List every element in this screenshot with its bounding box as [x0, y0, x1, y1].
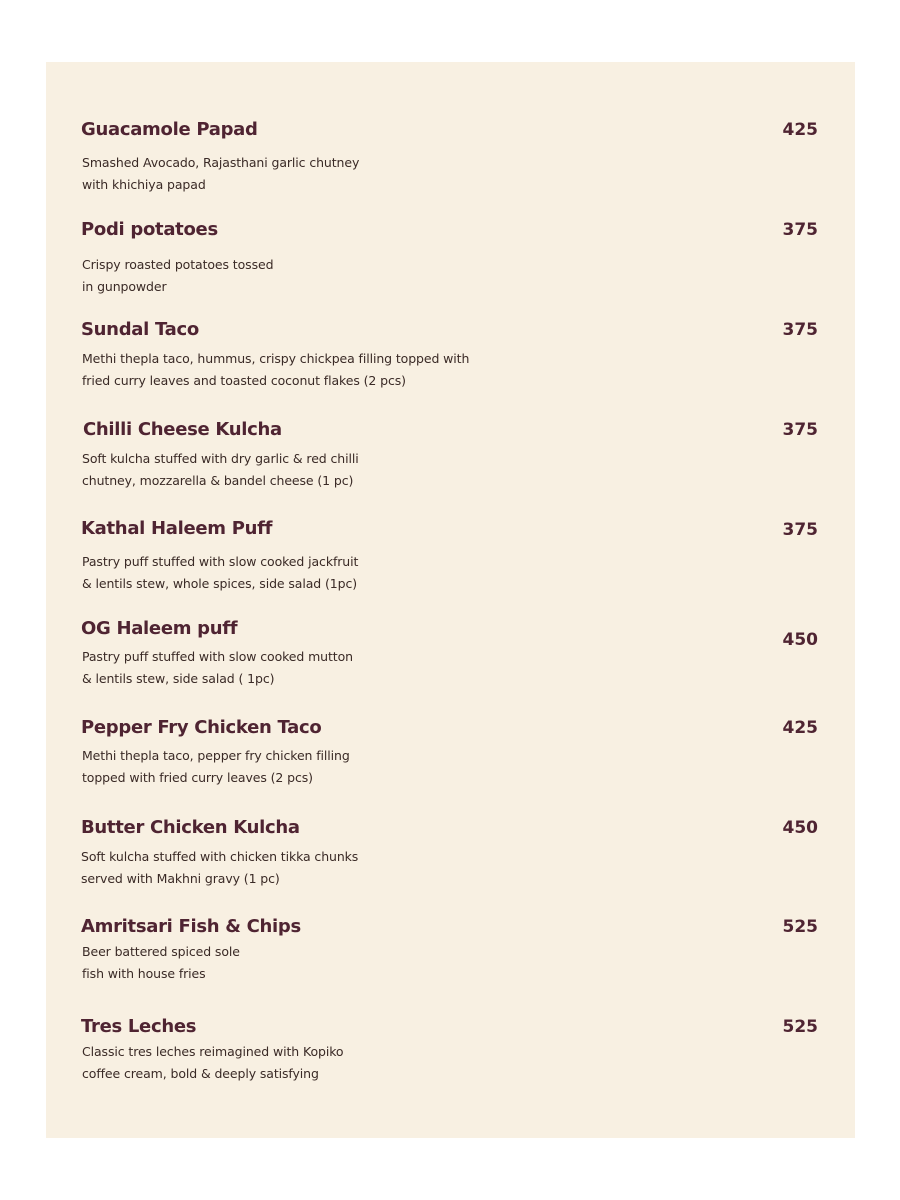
menu-item-guacamole-papad	[81, 118, 821, 208]
menu-item-sundal-taco	[81, 318, 821, 408]
menu-item-price: 450	[782, 630, 818, 650]
menu-item-price: 525	[782, 917, 818, 937]
menu-item-name: Butter Chicken Kulcha	[81, 817, 300, 838]
menu-item-name: Guacamole Papad	[81, 119, 258, 140]
menu-item-pepper-fry-chicken-taco	[81, 716, 821, 806]
menu-item-price: 525	[782, 1017, 818, 1037]
menu-item-butter-chicken-kulcha	[81, 816, 821, 906]
menu-item-description: Beer battered spiced sole fish with house fries	[82, 944, 240, 981]
menu-item-price: 425	[782, 718, 818, 738]
menu-item-price: 375	[782, 220, 818, 240]
menu-item-price: 425	[782, 120, 818, 140]
menu-item-price: 375	[782, 320, 818, 340]
menu-item-description: Soft kulcha stuffed with dry garlic & red chilli chutney, mozzarella & bandel cheese (1 pc)	[82, 451, 359, 488]
menu-item-description: Pastry puff stuffed with slow cooked mutton & lentils stew, side salad ( 1pc)	[82, 649, 353, 686]
menu-item-name: Kathal Haleem Puff	[81, 518, 273, 539]
menu-item-name: Chilli Cheese Kulcha	[83, 419, 282, 440]
menu-item-description: Smashed Avocado, Rajasthani garlic chutney with khichiya papad	[82, 155, 360, 192]
menu-item-description: Soft kulcha stuffed with chicken tikka chunks served with Makhni gravy (1 pc)	[81, 849, 359, 886]
menu-item-description: Crispy roasted potatoes tossed in gunpowder	[82, 257, 274, 294]
menu-item-name: Pepper Fry Chicken Taco	[81, 717, 322, 738]
menu-item-description: Classic tres leches reimagined with Kopiko coffee cream, bold & deeply satisfying	[82, 1044, 344, 1081]
menu-item-name: OG Haleem puff	[81, 618, 238, 639]
menu-page	[46, 62, 855, 1138]
menu-item-description: Methi thepla taco, pepper fry chicken filling topped with fried curry leaves (2 pcs)	[82, 748, 350, 785]
menu-item-name: Tres Leches	[81, 1016, 197, 1037]
menu-item-podi-potatoes	[81, 218, 821, 308]
menu-item-tres-leches	[81, 1015, 821, 1105]
menu-item-price: 375	[782, 520, 818, 540]
menu-item-name: Sundal Taco	[81, 319, 199, 340]
menu-item-amritsari-fish-chips	[81, 915, 821, 1005]
menu-item-kathal-haleem-puff	[81, 517, 821, 607]
menu-item-og-haleem-puff	[81, 617, 821, 707]
menu-item-name: Podi potatoes	[81, 219, 218, 240]
menu-item-description: Pastry puff stuffed with slow cooked jackfruit & lentils stew, whole spices, side salad (1pc)	[82, 554, 359, 591]
menu-item-price: 450	[782, 818, 818, 838]
menu-item-price: 375	[782, 420, 818, 440]
menu-item-name: Amritsari Fish & Chips	[81, 916, 301, 937]
menu-item-description: Methi thepla taco, hummus, crispy chickpea filling topped with fried curry leaves and toasted coconut flakes (2 pcs)	[82, 351, 470, 388]
menu-item-chilli-cheese-kulcha	[81, 418, 821, 508]
